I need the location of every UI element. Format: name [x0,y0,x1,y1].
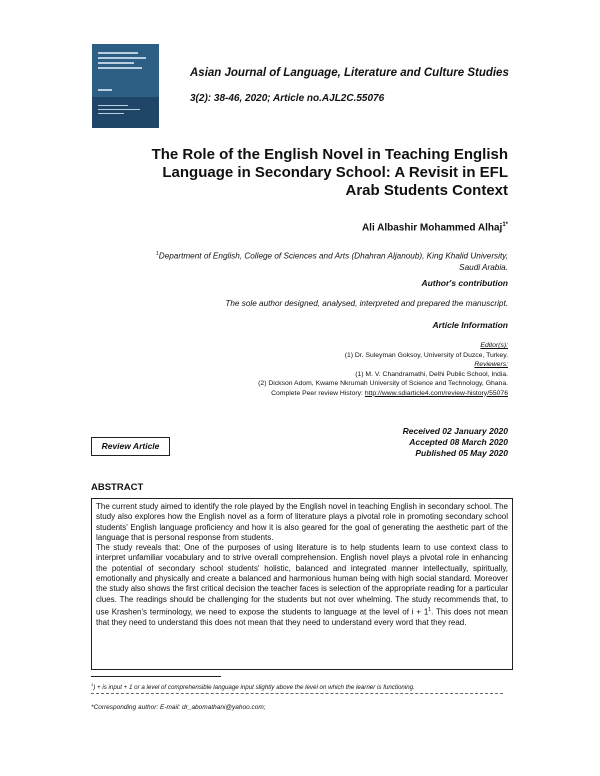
author-name-text: Ali Albashir Mohammed Alhaj [361,222,503,234]
journal-cover-thumbnail [92,44,159,128]
editors-label: Editor(s): [480,342,508,349]
cover-title-line [98,57,146,59]
author-name [100,222,508,233]
title-line: Arab Students Context [345,182,508,199]
footnote-text: ) + is input + 1 or a level of comprehensible language input slightly above the level on which the learner is functioning. [93,684,415,692]
affiliation [100,249,508,273]
cover-title-line [98,89,112,91]
cover-bottom-band [92,97,159,128]
abstract-box [91,498,513,670]
cover-title-line [98,67,142,69]
footnote-rule [91,676,221,677]
footnote [91,682,415,691]
contribution-heading: Author's contribution [421,278,508,288]
volume-info: 3(2): 38-46, 2020; Article no.AJL2C.55076 [190,93,385,104]
affiliation-line2: Saudi Arabia. [459,262,508,272]
abstract-heading: ABSTRACT [91,482,144,493]
reviewer-entry: (2) Dickson Adom, Kwame Nkrumah University of Science and Technology, Ghana. [258,380,508,387]
author-mark: 1* [502,222,508,228]
peer-review-link[interactable]: http://www.sdiarticle4.com/review-history/55076 [364,389,508,397]
title-line: The Role of the English Novel in Teaching English [151,146,508,163]
published-date: Published 05 May 2020 [415,448,508,458]
cover-title-line [98,62,134,64]
journal-name: Asian Journal of Language, Literature and Culture Studies [190,67,509,79]
accepted-date: Accepted 08 March 2020 [409,437,508,447]
article-type-badge: Review Article [91,437,170,456]
article-info-heading: Article Information [432,320,508,330]
reviewer-entry: (1) M. V. Chandramathi, Delhi Public School, India. [355,370,508,378]
editors-reviewers [100,341,508,398]
affiliation-line1: Department of English, College of Sciences and Arts (Dhahran Aljanoub), King Khalid University, [158,251,508,261]
paper-title [100,146,508,200]
abstract-paragraph: The study reveals that: One of the purposes of using literature is to help students learn to use context class to interpret unfamiliar vocabulary and to strive overall comprehension. English novel plays a pivotal role in enhancing the potential of secondary school students' holistic, balanced and integrated manner intellectually, spiritually, emotionally and physically and create a balanced and harmonious human being with high social standard. Moreover the study also shows the first critical decision the teacher faces is selection of the appropriate reading for a particular clues. The readings should be challenging for the students but not over whelming. The study recommends that, to use Krashen's terminology, we need to expose the students to language at the level of $i + 1^1$. This does not mean that they need to understand this does not mean that they need to understand every word that they read. [96,543,509,627]
reviewers-label: Reviewers: [474,361,508,368]
contribution-text: The sole author designed, analysed, interpreted and prepared the manuscript. [225,299,508,308]
abstract-paragraph: The current study aimed to identify the role played by the English novel in teaching English in secondary school. The study also explores how the English novel as a form of literature plays a pivotal role in promoting secondary school students' English language proficiency and how it is also geared for the goal of generating the aesthetic part of the language that is personal response from students. [96,502,508,542]
footnote-mark: 1 [91,682,94,687]
title-line: Language in Secondary School: A Revisit in EFL [162,164,508,181]
affiliation-mark: 1 [156,251,159,257]
publication-dates [300,426,508,459]
corresponding-author: *Corresponding author: E-mail: dr_abomathani@yahoo.com; [91,704,266,711]
cover-title-line [98,52,138,54]
footnote-ref: 1 [428,606,432,613]
received-date: Received 02 January 2020 [402,426,508,436]
editor-entry: (1) Dr. Suleyman Goksoy, University of Duzce, Turkey. [344,351,508,359]
footnote-divider [91,693,503,694]
peer-review-label: Complete Peer review History: [271,389,363,397]
